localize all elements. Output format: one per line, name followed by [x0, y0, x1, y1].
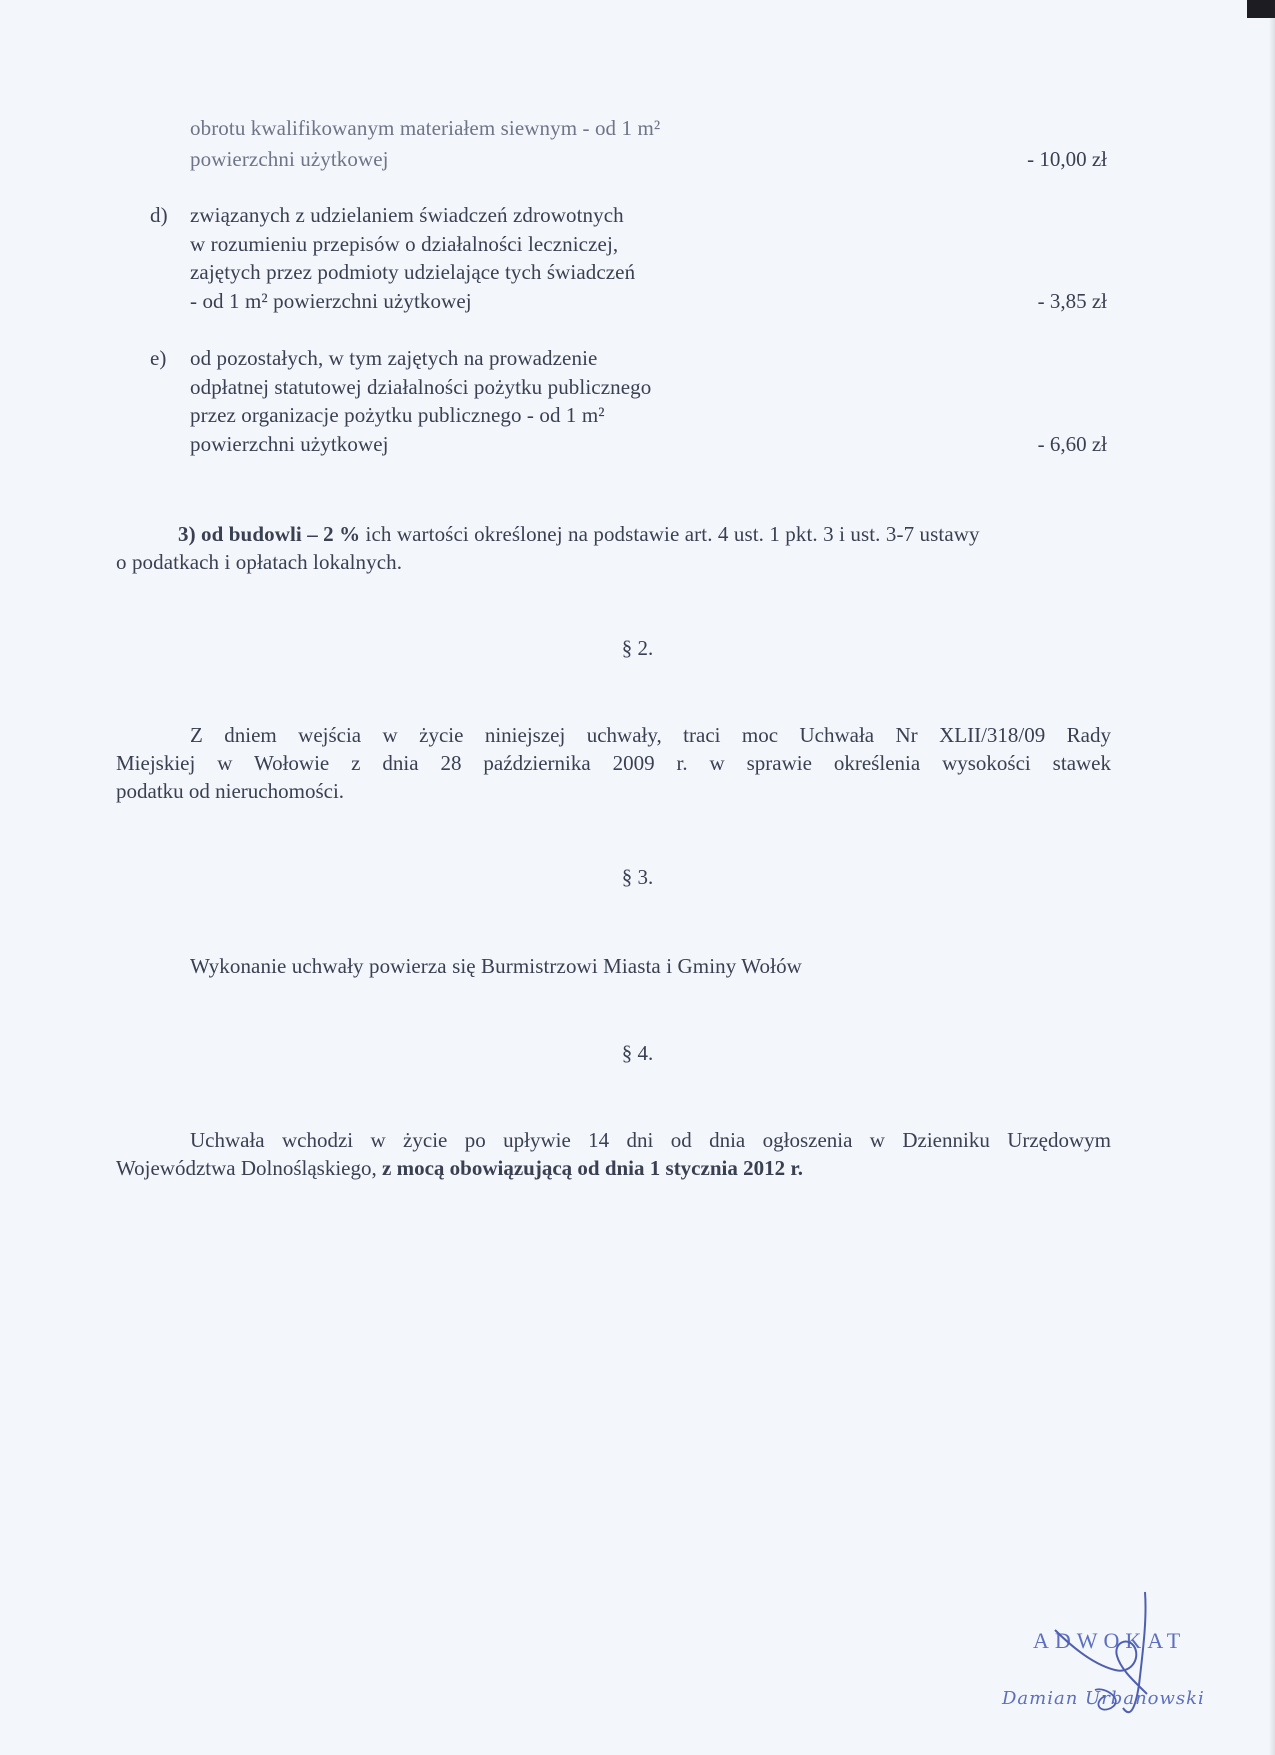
paragraph-3-title: § 3. — [621, 865, 654, 889]
paragraph-4-line-2-bold: z mocą obowiązującą od dnia 1 stycznia 2012 r. — [382, 1156, 803, 1180]
section-d-line-3: zajętych przez podmioty udzielające tych świadczeń — [190, 260, 636, 284]
section-d-line-4: - od 1 m² powierzchni użytkowej — [190, 289, 472, 313]
section-e-line-1: od pozostałych, w tym zajętych na prowadzenie — [190, 346, 598, 370]
section-d-amount: - 3,85 zł — [1037, 289, 1107, 313]
paragraph-4-body — [116, 1126, 1111, 1182]
paragraph-3-text: Wykonanie uchwały powierza się Burmistrzowi Miasta i Gminy Wołów — [190, 954, 802, 978]
paragraph-2-line-2: Miejskiej w Wołowie z dnia 28 października 2009 r. w sprawie określenia wysokości stawek — [116, 751, 1111, 775]
section-e-amount: - 6,60 zł — [1037, 432, 1107, 456]
paragraph-2-line-3: podatku od nieruchomości. — [116, 779, 345, 803]
item-3-line-1 — [178, 520, 980, 548]
paragraph-4-line-1: Uchwała wchodzi w życie po upływie 14 dni od dnia ogłoszenia w Dzienniku Urzędowym — [190, 1128, 1111, 1152]
item-3-line-2: o podatkach i opłatach lokalnych. — [116, 550, 403, 574]
item-3-bold: 3) od budowli – 2 % — [178, 522, 361, 546]
section-e-line-2: odpłatnej statutowej działalności pożytku publicznego — [190, 375, 652, 399]
paragraph-4-line-2 — [116, 1154, 1111, 1182]
paragraph-2-body — [116, 721, 1111, 805]
paragraph-4-line-2-normal: Województwa Dolnośląskiego, — [116, 1156, 383, 1180]
handwritten-signature — [1035, 1590, 1185, 1725]
paragraph-2-line-1: Z dniem wejścia w życie niniejszej uchwały, traci moc Uchwała Nr XLII/318/09 Rady — [190, 723, 1111, 747]
stamp-title: ADWOKAT — [1033, 1628, 1187, 1653]
section-d-line-1: związanych z udzielaniem świadczeń zdrowotnych — [190, 203, 624, 227]
section-c-line-1: obrotu kwalifikowanym materiałem siewnym - od 1 m² — [190, 116, 661, 140]
section-e-line-3: przez organizacje pożytku publicznego - od 1 m² — [190, 403, 605, 427]
paragraph-4-title: § 4. — [621, 1041, 654, 1065]
stamp-name: Damian Urbanowski — [1002, 1688, 1205, 1709]
section-d-marker: d) — [150, 203, 168, 227]
section-e-marker: e) — [150, 346, 167, 370]
section-d-line-2: w rozumieniu przepisów o działalności leczniczej, — [190, 232, 619, 256]
section-e-line-4: powierzchni użytkowej — [190, 432, 389, 456]
section-c-line-2: powierzchni użytkowej — [190, 147, 389, 171]
paragraph-2-title: § 2. — [621, 636, 654, 660]
item-3-rest: ich wartości określonej na podstawie art. 4 ust. 1 pkt. 3 i ust. 3-7 ustawy — [360, 522, 980, 546]
section-c-amount: - 10,00 zł — [1027, 147, 1107, 171]
